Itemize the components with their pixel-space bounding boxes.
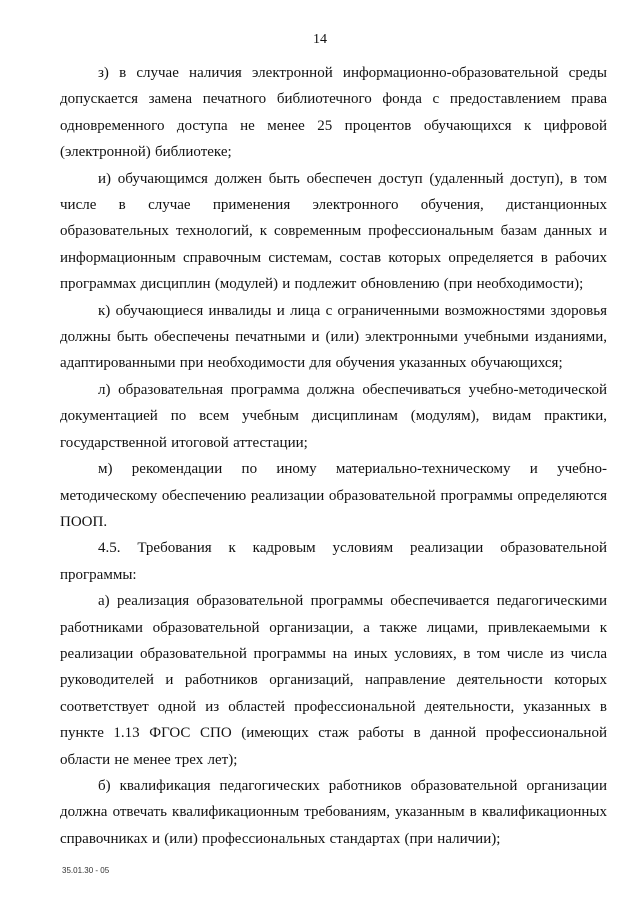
paragraph-b: б) квалификация педагогических работников образовательной организации должна отвечать квалификационным требованиям, указанным в квалификационных справочниках и (или) профессиональных стандартах (при наличии); [60,777,607,847]
paragraph-m: м) рекомендации по иному материально-техническому и учебно-методическому обеспечению реализации образовательной программы определяются ПООП. [60,461,607,530]
paragraph-a: а) реализация образовательной программы обеспечивается педагогическими работниками образовательной организации, а также лицами, привлекаемыми к реализации образовательной программы на иных условиях, в том числе из числа руководителей и работников организаций, направление деятельности которых соответствует одной из областей профессиональной деятельности, указанных в пункте 1.13 ФГОС СПО (имеющих стаж работы в данной профессиональной области не менее трех лет); [60,593,607,768]
paragraph-z: з) в случае наличия электронной информационно-образовательной среды допускается замена печатного библиотечного фонда с предоставлением права одновременного доступа не менее 25 процентов обучающихся к цифровой (электронной) библиотеке; [60,65,607,161]
paragraph-k: к) обучающиеся инвалиды и лица с ограниченными возможностями здоровья должны быть обеспечены печатными и (или) электронными учебными изданиями, адаптированными при необходимости для обучения указанных обучающихся; [60,302,607,372]
footer-document-code: 35.01.30 - 05 [62,866,110,875]
section-heading-4-5: 4.5. Требования к кадровым условиям реализации образовательной программы: [60,540,607,583]
page-number: 14 [313,32,327,47]
paragraph-l: л) образовательная программа должна обеспечиваться учебно-методической документацией по всем учебным дисциплинам (модулям), видам практики, государственной итоговой аттестации; [60,381,607,451]
document-body [60,60,607,852]
paragraph-i: и) обучающимся должен быть обеспечен доступ (удаленный доступ), в том числе в случае применения электронного обучения, дистанционных образовательных технологий, к современным профессиональным базам данных и информационным справочным системам, состав которых определяется в рабочих программах дисциплин (модулей) и подлежит обновлению (при необходимости); [60,170,607,293]
